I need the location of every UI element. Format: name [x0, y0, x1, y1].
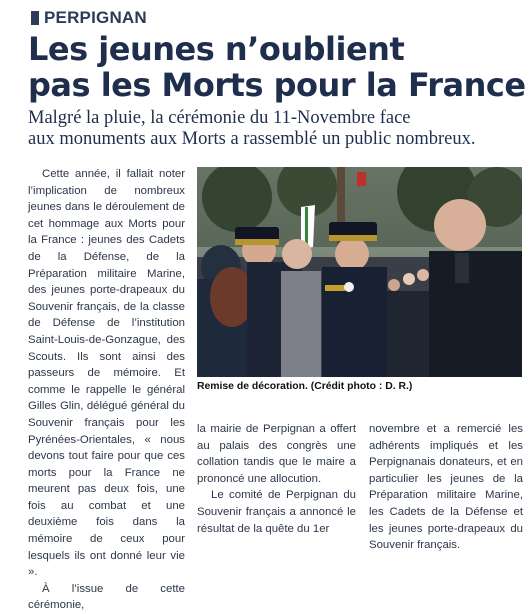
article-photo: [197, 167, 522, 377]
article-subhead: [28, 108, 528, 150]
article-column-3: [369, 421, 523, 554]
headline-line-1: Les jeunes n’oublient: [28, 30, 405, 68]
article-headline: [28, 31, 528, 103]
subhead-line-1: Malgré la pluie, la cérémonie du 11-Novembre face: [28, 108, 411, 128]
body-paragraph: novembre et a remercié les adhérents impliqués et les Perpignanais donateurs, et en particulier les jeunes de la Préparation militaire Marine, les Cadets de la Défense et les jeunes porte-drapeaux du Souvenir français.: [369, 423, 523, 552]
body-paragraph: Cette année, il fallait noter l’implication de nombreux jeunes dans le déroulement de cet hommage aux Morts pour la France : jeunes des Cadets de la Défense, de la Préparation militaire Marine, des jeunes porte-drapeaux du Souvenir français, de la classe de Défense de l’institution Saint-Louis-de-Gonzague, des Scouts. Ils sont ainsi des passeurs de mémoire. Et comme le rappelle le général Gilles Glin, délégué général du Souvenir français pour les Pyrénées-Orientales, « nous devons tout faire pour que ces morts pour la France ne meurent pas deux fois, une fois au combat et une deuxième fois dans la mémoire de ceux pour lesquels ils ont donné leur vie ».: [28, 168, 185, 579]
kicker-square-icon: [31, 11, 39, 25]
subhead-line-2: aux monuments aux Morts a rassemblé un public nombreux.: [28, 129, 476, 149]
article-column-2: [197, 421, 356, 537]
body-paragraph: la mairie de Perpignan a offert au palais des congrès une collation tandis que le maire a prononcé une allocution.: [197, 423, 356, 485]
section-kicker: [31, 8, 147, 28]
photo-caption: Remise de décoration. (Crédit photo : D. R.): [197, 381, 413, 392]
section-label: PERPIGNAN: [44, 8, 147, 27]
body-paragraph: Le comité de Perpignan du Souvenir français a annoncé le résultat de la quête du 1er: [197, 489, 356, 535]
ceremony-photo-illustration: [197, 167, 522, 377]
article-column-1: [28, 166, 185, 614]
body-paragraph: À l’issue de cette cérémonie,: [28, 582, 185, 612]
headline-line-2: pas les Morts pour la France: [28, 66, 526, 104]
